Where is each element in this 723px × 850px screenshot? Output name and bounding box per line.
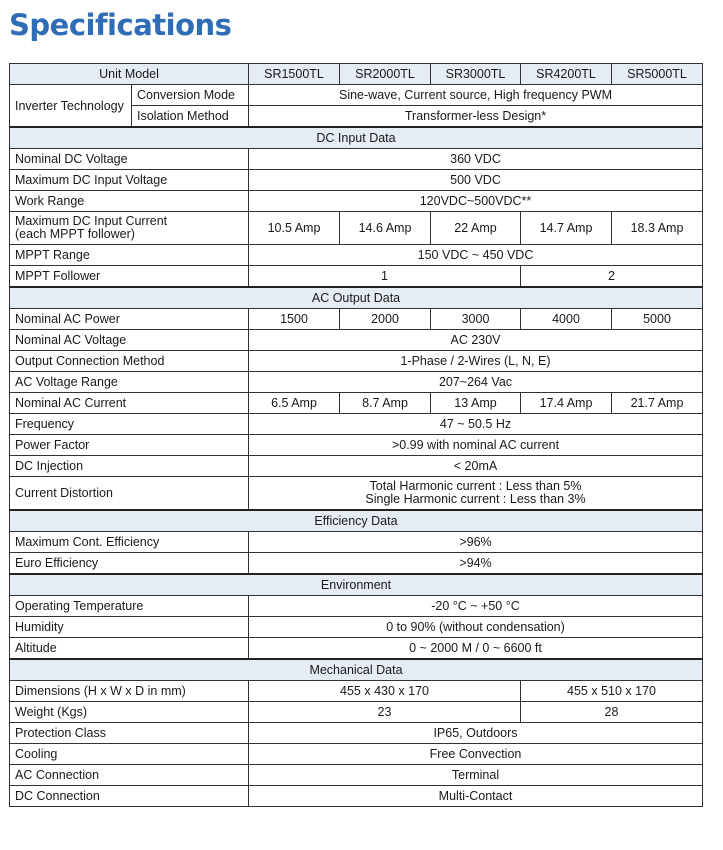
row-value: 10.5 Amp	[249, 212, 340, 245]
label-line: Maximum DC Input Current	[15, 214, 168, 228]
row-value: 360 VDC	[249, 149, 703, 170]
table-row	[10, 372, 703, 393]
row-label: Cooling	[10, 744, 249, 765]
row-value: 150 VDC ~ 450 VDC	[249, 245, 703, 266]
row-label: Altitude	[10, 638, 249, 660]
table-row	[10, 532, 703, 553]
row-label: Humidity	[10, 617, 249, 638]
row-label: Operating Temperature	[10, 596, 249, 617]
row-value: IP65, Outdoors	[249, 723, 703, 744]
table-row	[10, 553, 703, 575]
row-label: Nominal AC Power	[10, 309, 249, 330]
row-label: Nominal DC Voltage	[10, 149, 249, 170]
model-name: SR4200TL	[521, 64, 612, 85]
conversion-mode-value: Sine-wave, Current source, High frequency PWM	[249, 85, 703, 106]
table-row	[10, 309, 703, 330]
row-value: 14.7 Amp	[521, 212, 612, 245]
row-label: MPPT Range	[10, 245, 249, 266]
isolation-method-value: Transformer-less Design*	[249, 106, 703, 128]
isolation-method-label: Isolation Method	[132, 106, 249, 128]
row-label: MPPT Follower	[10, 266, 249, 288]
row-value: 14.6 Amp	[340, 212, 431, 245]
table-row	[10, 393, 703, 414]
section-title: DC Input Data	[10, 127, 703, 149]
section-header-row	[10, 287, 703, 309]
row-value: < 20mA	[249, 456, 703, 477]
row-value: >94%	[249, 553, 703, 575]
model-name: SR2000TL	[340, 64, 431, 85]
row-label: Current Distortion	[10, 477, 249, 511]
table-row	[10, 765, 703, 786]
row-label: DC Injection	[10, 456, 249, 477]
table-row	[10, 638, 703, 660]
table-row	[10, 786, 703, 807]
row-value: 23	[249, 702, 521, 723]
row-value: 120VDC~500VDC**	[249, 191, 703, 212]
section-title: Mechanical Data	[10, 659, 703, 681]
value-line: Single Harmonic current : Less than 3%	[365, 492, 586, 506]
row-value: 2000	[340, 309, 431, 330]
row-label: Dimensions (H x W x D in mm)	[10, 681, 249, 702]
table-row	[10, 596, 703, 617]
table-row	[10, 170, 703, 191]
row-value: >96%	[249, 532, 703, 553]
row-value: 17.4 Amp	[521, 393, 612, 414]
row-value: 47 ~ 50.5 Hz	[249, 414, 703, 435]
table-row	[10, 681, 703, 702]
row-value	[249, 477, 703, 511]
table-row	[10, 245, 703, 266]
row-value: 207~264 Vac	[249, 372, 703, 393]
row-value: 3000	[431, 309, 521, 330]
row-value: 22 Amp	[431, 212, 521, 245]
table-row	[10, 435, 703, 456]
section-title: Efficiency Data	[10, 510, 703, 532]
row-label: Power Factor	[10, 435, 249, 456]
row-value: 21.7 Amp	[612, 393, 703, 414]
conversion-mode-row	[10, 85, 703, 106]
row-value: 0 to 90% (without condensation)	[249, 617, 703, 638]
section-header-row	[10, 127, 703, 149]
page-title: Specifications	[9, 8, 232, 42]
row-label: Weight (Kgs)	[10, 702, 249, 723]
model-name: SR5000TL	[612, 64, 703, 85]
section-title: AC Output Data	[10, 287, 703, 309]
table-row	[10, 212, 703, 245]
row-label: AC Connection	[10, 765, 249, 786]
row-value: Multi-Contact	[249, 786, 703, 807]
model-name: SR3000TL	[431, 64, 521, 85]
table-row	[10, 414, 703, 435]
row-label: Maximum Cont. Efficiency	[10, 532, 249, 553]
row-value: 5000	[612, 309, 703, 330]
table-row	[10, 477, 703, 511]
row-value: 2	[521, 266, 703, 288]
row-value: 8.7 Amp	[340, 393, 431, 414]
row-value: 1-Phase / 2-Wires (L, N, E)	[249, 351, 703, 372]
section-title: Environment	[10, 574, 703, 596]
row-value: Terminal	[249, 765, 703, 786]
inverter-technology-label: Inverter Technology	[10, 85, 132, 128]
unit-model-row	[10, 64, 703, 85]
row-value: 18.3 Amp	[612, 212, 703, 245]
section-header-row	[10, 510, 703, 532]
table-row	[10, 191, 703, 212]
row-value: 455 x 510 x 170	[521, 681, 703, 702]
row-label: Nominal AC Current	[10, 393, 249, 414]
row-value: Free Convection	[249, 744, 703, 765]
row-value: 0 ~ 2000 M / 0 ~ 6600 ft	[249, 638, 703, 660]
row-label	[10, 212, 249, 245]
row-value: 455 x 430 x 170	[249, 681, 521, 702]
row-value: 6.5 Amp	[249, 393, 340, 414]
row-label: Euro Efficiency	[10, 553, 249, 575]
conversion-mode-label: Conversion Mode	[132, 85, 249, 106]
section-header-row	[10, 574, 703, 596]
table-row	[10, 456, 703, 477]
table-row	[10, 351, 703, 372]
label-line: (each MPPT follower)	[15, 227, 135, 241]
row-label: Nominal AC Voltage	[10, 330, 249, 351]
row-label: Frequency	[10, 414, 249, 435]
row-value: AC 230V	[249, 330, 703, 351]
value-line: Total Harmonic current : Less than 5%	[369, 479, 582, 493]
specifications-table	[9, 63, 703, 807]
table-row	[10, 330, 703, 351]
row-value: 500 VDC	[249, 170, 703, 191]
table-row	[10, 744, 703, 765]
row-value: 28	[521, 702, 703, 723]
table-row	[10, 617, 703, 638]
row-value: 4000	[521, 309, 612, 330]
row-label: Protection Class	[10, 723, 249, 744]
row-label: Output Connection Method	[10, 351, 249, 372]
model-name: SR1500TL	[249, 64, 340, 85]
row-value: >0.99 with nominal AC current	[249, 435, 703, 456]
table-row	[10, 723, 703, 744]
row-label: Work Range	[10, 191, 249, 212]
table-row	[10, 702, 703, 723]
row-label: Maximum DC Input Voltage	[10, 170, 249, 191]
row-value: 13 Amp	[431, 393, 521, 414]
unit-model-label: Unit Model	[10, 64, 249, 85]
row-label: DC Connection	[10, 786, 249, 807]
row-value: 1500	[249, 309, 340, 330]
section-header-row	[10, 659, 703, 681]
row-label: AC Voltage Range	[10, 372, 249, 393]
row-value: -20 °C ~ +50 °C	[249, 596, 703, 617]
row-value: 1	[249, 266, 521, 288]
table-row	[10, 266, 703, 288]
table-row	[10, 149, 703, 170]
